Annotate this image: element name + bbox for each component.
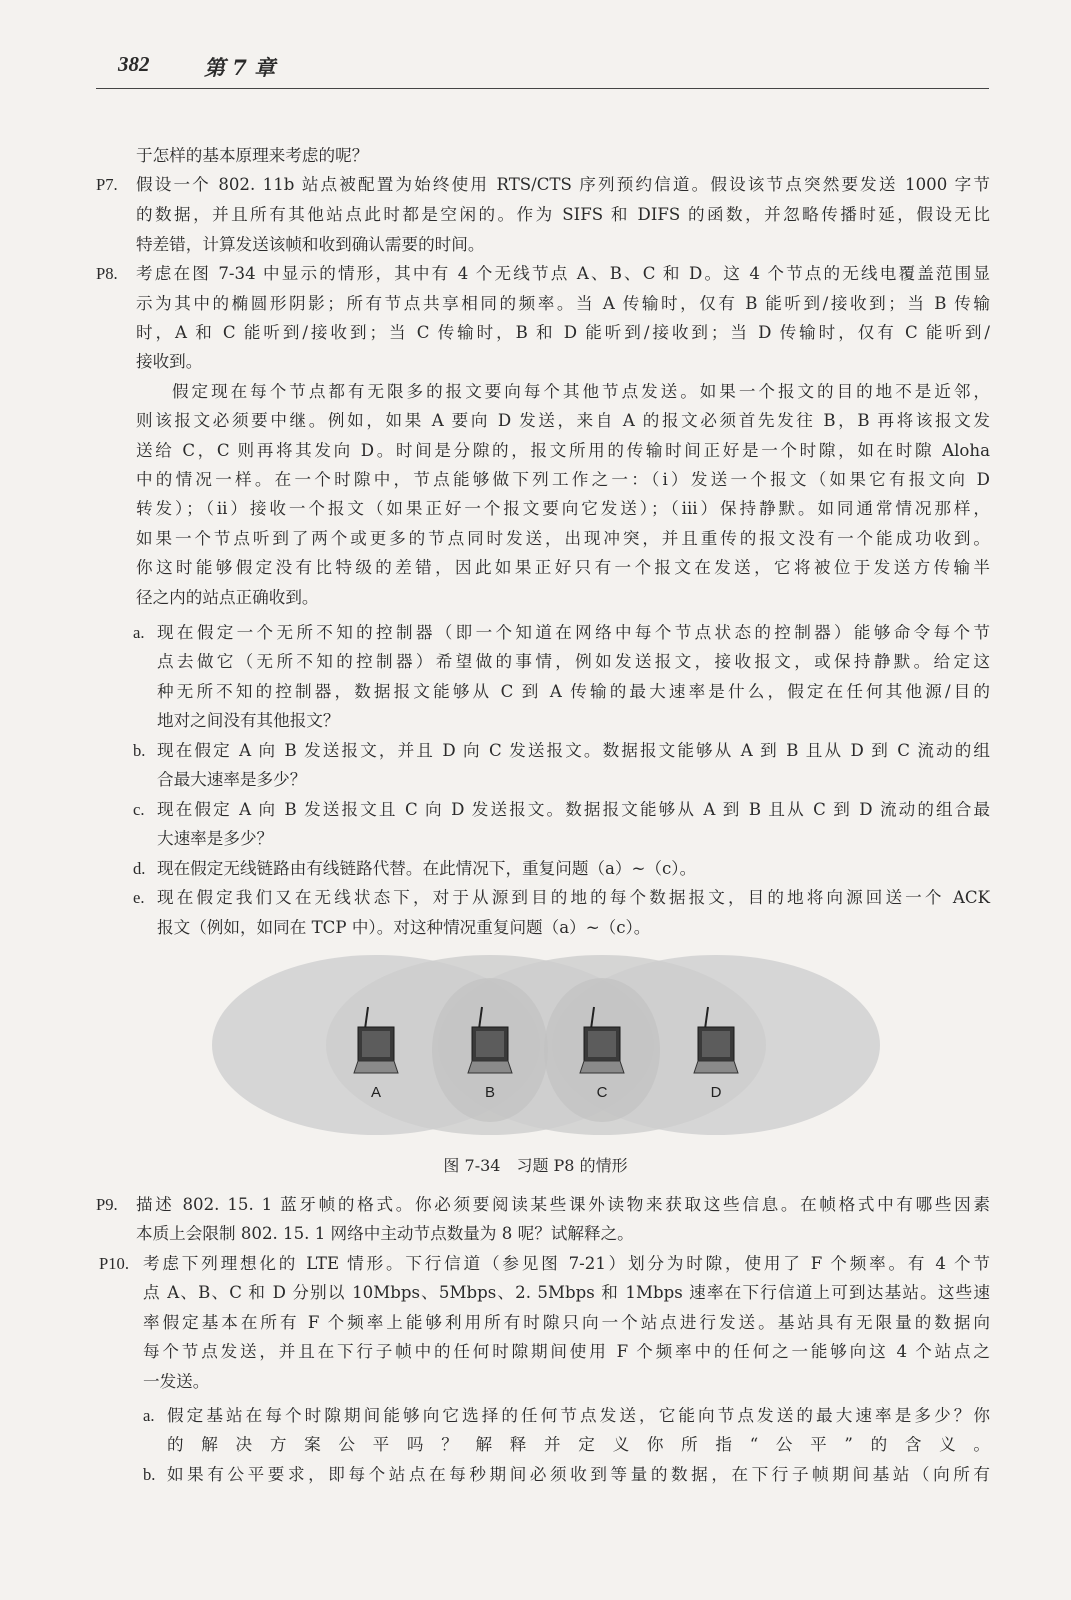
text-line: 转发）；（ii）接收一个报文（如果正好一个报文要向它发送）；（iii）保持静默。如同通常情况那样， — [136, 499, 990, 518]
text-line: 现在假定无线链路由有线链路代替。在此情况下，重复问题（a）~（c）。 — [157, 859, 697, 878]
node-label: D — [710, 1084, 722, 1101]
text-line: 假设一个 802. 11b 站点被配置为始终使用 RTS/CTS 序列预约信道。假设该节点突然要发送 1000 字节 — [136, 175, 990, 194]
text-line: 如果一个节点听到了两个或更多的节点同时发送，出现冲突，并且重传的报文没有一个能成功收到。 — [136, 529, 990, 548]
text-line: 中的情况一样。在一个时隙中，节点能够做下列工作之一：（i）发送一个报文（如果它有报文向 D — [136, 470, 990, 489]
text-line: 大速率是多少？ — [157, 829, 274, 848]
text-line: 描述 802. 15. 1 蓝牙帧的格式。你必须要阅读某些课外读物来获取这些信息。在帧格式中有哪些因素 — [136, 1195, 990, 1214]
item-label: b. — [133, 741, 146, 760]
item-label: c. — [133, 800, 145, 819]
text-line: 如果有公平要求，即每个站点在每秒期间必须收到等量的数据，在下行子帧期间基站（向所有 — [167, 1465, 990, 1484]
text-line: 点去做它（无所不知的控制器）希望做的事情，例如发送报文，接收报文，或保持静默。给定这 — [157, 652, 990, 671]
item-label: a. — [133, 623, 145, 642]
problem-label-p8: P8. — [96, 264, 118, 283]
page-number: 382 — [118, 52, 150, 76]
text-line: 考虑下列理想化的 LTE 情形。下行信道（参见图 7-21）划分为时隙，使用了 F 个频率。有 4 个节 — [143, 1254, 990, 1273]
figure-caption: 图 7-34 习题 P8 的情形 — [443, 1156, 628, 1175]
text-line: 考虑在图 7-34 中显示的情形，其中有 4 个无线节点 A、B、C 和 D。这 4 个节点的无线电覆盖范围显 — [136, 264, 990, 283]
node-label: C — [596, 1084, 608, 1101]
problem-label-p9: P9. — [96, 1195, 118, 1214]
text-line: 则该报文必须要中继。例如，如果 A 要向 D 发送，来自 A 的报文必须首先发往 B，B 再将该报文发 — [136, 411, 990, 430]
text-line: 一发送。 — [143, 1372, 210, 1391]
chapter-label: 第 7 章 — [204, 55, 276, 80]
text-line: 的数据，并且所有其他站点此时都是空闲的。作为 SIFS 和 DIFS 的函数，并忽略传播时延，假设无比 — [136, 205, 990, 224]
text-line: 现在假定 A 向 B 发送报文且 C 向 D 发送报文。数据报文能够从 A 到 B 且从 C 到 D 流动的组合最 — [157, 800, 990, 819]
text-line: 时，A 和 C 能听到/接收到；当 C 传输时，B 和 D 能听到/接收到；当 D 传输时，仅有 C 能听到/ — [136, 323, 990, 342]
text-line: 假定基站在每个时隙期间能够向它选择的任何节点发送，它能向节点发送的最大速率是多少？你 — [167, 1406, 990, 1425]
text-line: 现在假定 A 向 B 发送报文，并且 D 向 C 发送报文。数据报文能够从 A 到 B 且从 D 到 C 流动的组 — [157, 741, 990, 760]
paragraph-continuation: 于怎样的基本原理来考虑的呢？ — [136, 146, 369, 165]
text-line: 示为其中的椭圆形阴影；所有节点共享相同的频率。当 A 传输时，仅有 B 能听到/接收到；当 B 传输 — [136, 294, 990, 313]
item-label: e. — [133, 888, 145, 907]
item-label: b. — [143, 1465, 156, 1484]
text-line: 的解决方案公平吗？解释并定义你所指“公平”的含义。 — [167, 1435, 990, 1454]
text-line: 送给 C，C 则再将其发向 D。时间是分隙的，报文所用的传输时间正好是一个时隙，如在时隙 Aloha — [136, 441, 990, 460]
text-line: 接收到。 — [136, 352, 203, 371]
text-line: 假定现在每个节点都有无限多的报文要向每个其他节点发送。如果一个报文的目的地不是近邻， — [172, 382, 990, 401]
item-label: a. — [143, 1406, 155, 1425]
text-line: 你这时能够假定没有比特级的差错，因此如果正好只有一个报文在发送，它将被位于发送方传输半 — [136, 558, 990, 577]
text-line: 特差错，计算发送该帧和收到确认需要的时间。 — [136, 235, 485, 254]
text-line: 点 A、B、C 和 D 分别以 10Mbps、5Mbps、2. 5Mbps 和 1Mbps 速率在下行信道上可到达基站。这些速 — [143, 1283, 990, 1302]
text-line: 每个节点发送，并且在下行子帧中的任何时隙期间使用 F 个频率中的任何之一能够向这 4 个站点之 — [143, 1342, 990, 1361]
page-header — [96, 52, 989, 89]
node-label: B — [484, 1084, 496, 1101]
text-line: 合最大速率是多少？ — [157, 770, 307, 789]
text-line: 报文（例如，如同在 TCP 中）。对这种情况重复问题（a）~（c）。 — [157, 918, 651, 937]
text-line: 径之内的站点正确收到。 — [136, 588, 319, 607]
text-line: 地对之间没有其他报文？ — [157, 711, 340, 730]
figure-7-34 — [212, 955, 880, 1135]
text-line: 现在假定一个无所不知的控制器（即一个知道在网络中每个节点状态的控制器）能够命令每个节 — [157, 623, 990, 642]
text-line: 率假定基本在所有 F 个频率上能够利用所有时隙只向一个站点进行发送。基站具有无限量的数据向 — [143, 1313, 990, 1332]
text-line: 种无所不知的控制器，数据报文能够从 C 到 A 传输的最大速率是什么，假定在任何其他源/目的 — [157, 682, 990, 701]
text-line: 本质上会限制 802. 15. 1 网络中主动节点数量为 8 呢？试解释之。 — [136, 1224, 634, 1243]
node-label: A — [370, 1084, 382, 1101]
problem-label-p10: P10. — [99, 1254, 129, 1273]
text-line: 现在假定我们又在无线状态下，对于从源到目的地的每个数据报文，目的地将向源回送一个 ACK — [157, 888, 990, 907]
item-label: d. — [133, 859, 146, 878]
problem-label-p7: P7. — [96, 175, 118, 194]
